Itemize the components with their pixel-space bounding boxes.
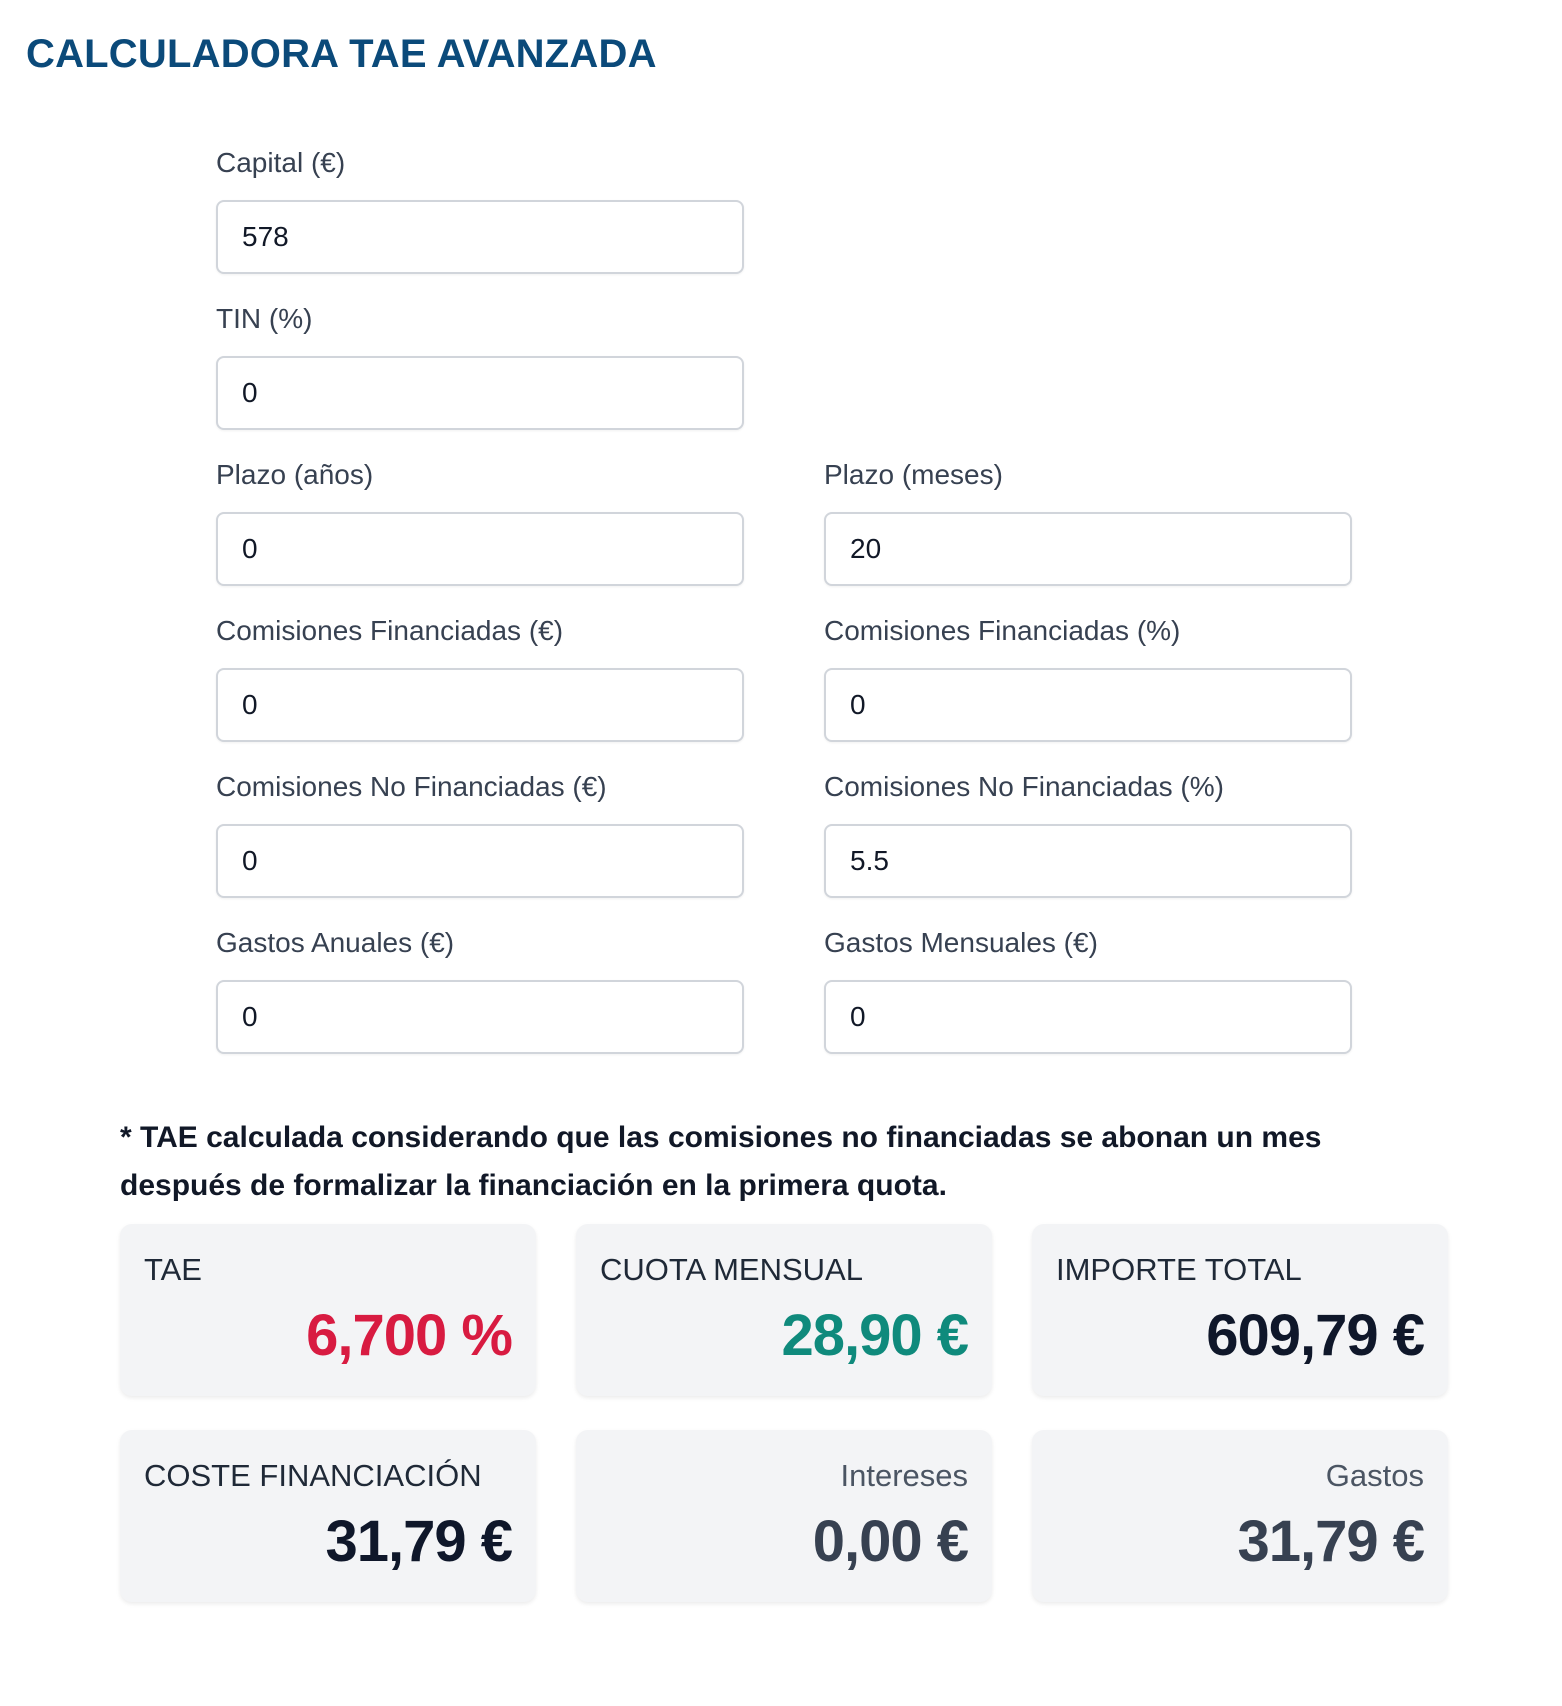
importe-total-card-label: IMPORTE TOTAL	[1056, 1252, 1302, 1287]
capital-label: Capital (€)	[216, 147, 346, 178]
gastos-mensuales-label: Gastos Mensuales (€)	[824, 927, 1098, 958]
capital-input[interactable]	[216, 200, 744, 274]
plazo-anos-input[interactable]	[216, 512, 744, 586]
comisiones-financiadas-pct-field-group	[824, 614, 1352, 742]
comisiones-financiadas-pct-label: Comisiones Financiadas (%)	[824, 615, 1181, 646]
gastos-mensuales-field-group	[824, 926, 1352, 1054]
tae-card-value: 6,700 %	[306, 1303, 512, 1368]
page-title: CALCULADORA TAE AVANZADA	[26, 32, 657, 76]
intereses-card-label: Intereses	[840, 1458, 968, 1493]
coste-financiacion-card-label: COSTE FINANCIACIÓN	[144, 1458, 482, 1493]
comisiones-no-financiadas-pct-input[interactable]	[824, 824, 1352, 898]
coste-financiacion-card	[120, 1430, 536, 1602]
cuota-mensual-card-label: CUOTA MENSUAL	[600, 1252, 863, 1287]
plazo-meses-input[interactable]	[824, 512, 1352, 586]
gastos-card	[1032, 1430, 1448, 1602]
gastos-anuales-field-group	[216, 926, 744, 1054]
comisiones-no-financiadas-pct-field-group	[824, 770, 1352, 898]
gastos-card-label: Gastos	[1325, 1458, 1424, 1493]
gastos-anuales-input[interactable]	[216, 980, 744, 1054]
importe-total-card	[1032, 1224, 1448, 1396]
plazo-anos-field-group	[216, 458, 744, 586]
tin-input[interactable]	[216, 356, 744, 430]
coste-financiacion-card-value: 31,79 €	[325, 1509, 512, 1574]
plazo-meses-field-group	[824, 458, 1352, 586]
comisiones-no-financiadas-pct-label: Comisiones No Financiadas (%)	[824, 771, 1224, 802]
comisiones-no-financiadas-eur-field-group	[216, 770, 744, 898]
tin-field-group	[216, 302, 744, 430]
capital-field-group	[216, 146, 744, 274]
comisiones-financiadas-pct-input[interactable]	[824, 668, 1352, 742]
intereses-card-value: 0,00 €	[812, 1509, 968, 1574]
comisiones-financiadas-eur-field-group	[216, 614, 744, 742]
comisiones-financiadas-eur-input[interactable]	[216, 668, 744, 742]
comisiones-financiadas-eur-label: Comisiones Financiadas (€)	[216, 615, 564, 646]
gastos-card-value: 31,79 €	[1237, 1509, 1424, 1574]
tae-note: * TAE calculada considerando que las comisiones no financiadas se abonan un mes después de formalizar la financiación en la primera quota.	[120, 1121, 1322, 1202]
comisiones-no-financiadas-eur-label: Comisiones No Financiadas (€)	[216, 771, 607, 802]
tae-card	[120, 1224, 536, 1396]
gastos-mensuales-input[interactable]	[824, 980, 1352, 1054]
cuota-mensual-card	[576, 1224, 992, 1396]
comisiones-no-financiadas-eur-input[interactable]	[216, 824, 744, 898]
cuota-mensual-card-value: 28,90 €	[781, 1303, 968, 1368]
tae-card-label: TAE	[144, 1252, 202, 1287]
plazo-anos-label: Plazo (años)	[216, 459, 374, 490]
plazo-meses-label: Plazo (meses)	[824, 459, 1003, 490]
importe-total-card-value: 609,79 €	[1206, 1303, 1424, 1368]
gastos-anuales-label: Gastos Anuales (€)	[216, 927, 455, 958]
intereses-card	[576, 1430, 992, 1602]
tin-label: TIN (%)	[216, 303, 313, 334]
